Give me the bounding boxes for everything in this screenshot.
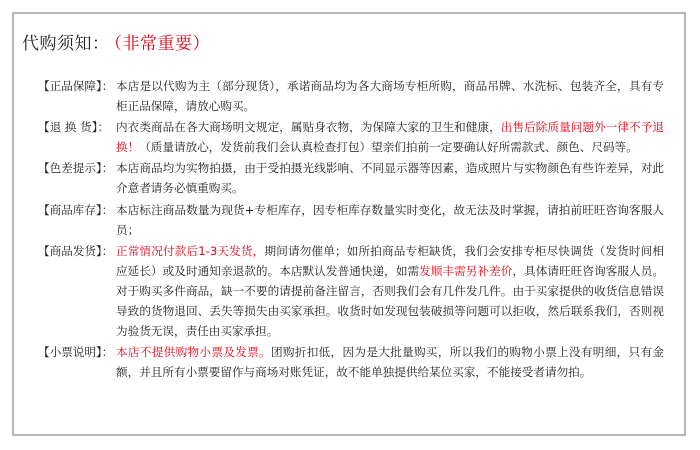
section-label: 【商品发货】：: [38, 243, 114, 258]
section-label: 【小票说明】：: [38, 345, 114, 360]
heading-title: 代购须知：: [22, 34, 110, 54]
notice-sections: [38, 76, 664, 383]
section-body: [116, 241, 664, 341]
section-color-difference: [38, 158, 664, 198]
body-text: 本店是以代购为主（部分现货），承诺商品均为各大商场专柜所购，商品吊牌、水洗标、包装齐全，具有专柜正品保障，请放心购买。: [116, 79, 664, 114]
section-stock: [38, 200, 664, 240]
body-text: （质量请放心，发货前我们会认真检查打包）望亲们拍前一定要确认好所需款式、颜色、尺码等。: [139, 140, 638, 155]
body-text-highlight: 正常情况付款后1-3天发货，: [116, 243, 265, 258]
section-body: [116, 117, 664, 157]
section-label: 【退 换 货】：: [38, 120, 110, 135]
section-body: [116, 158, 664, 198]
section-receipt: [38, 342, 664, 382]
section-label: 【商品库存】：: [38, 202, 114, 217]
body-text: 本店标注商品数量为现货+专柜库存，因专柜库存数量实时变化，故无法及时掌握，请拍前旺旺咨询客服人员；: [116, 202, 664, 237]
section-body: [116, 200, 664, 240]
section-returns: [38, 117, 664, 157]
body-text: ，具体请旺旺咨询客服人员。对于购买多件商品，缺一不要的请提前备注留言，否则我们会有几件发几件。由于买家提供的收货信息错误导致的货物退回、丢失等损失由买家承担。收货时如发现包装破损等问题可以拒收，然后联系我们，否则视为验货无误，责任由买家承担。: [116, 263, 664, 339]
section-body: [116, 342, 664, 382]
body-text: 团购折扣低，因为是大批量购买，所以我们的购物小票上没有明细，只有金额，并且所有小票要留作与商场对账凭证，故不能单独提供给某位买家，不能接受者请勿拍。: [116, 345, 664, 380]
body-text-highlight: 出售后除质量问题外一律不予退换！: [116, 120, 664, 155]
notice-heading: [22, 32, 210, 56]
section-label: 【正品保障】：: [38, 79, 114, 93]
body-text: 内衣类商品在各大商场明文规定，属贴身衣物，为保障大家的卫生和健康，: [116, 120, 501, 135]
section-authenticity: [38, 76, 664, 116]
body-text-highlight: 发顺丰需另补差价: [419, 263, 513, 278]
body-text: 本店商品均为实物拍摄，由于受拍摄光线影响、不同显示器等因素，造成照片与实物颜色有些许差异，对此介意者请务必慎重购买。: [116, 161, 664, 196]
body-text-highlight: 本店不提供购物小票及发票。: [116, 345, 271, 360]
body-text: 期间请勿催单；如所拍商品专柜缺货，我们会安排专柜尽快调货（发货时间相应延长）或及时通知亲退款的。本店默认发普通快递，如需: [116, 243, 665, 278]
section-body: [116, 76, 664, 116]
section-shipping: [38, 241, 664, 341]
section-label: 【色差提示】：: [38, 161, 114, 176]
heading-important-tag: （非常重要）: [113, 34, 210, 54]
